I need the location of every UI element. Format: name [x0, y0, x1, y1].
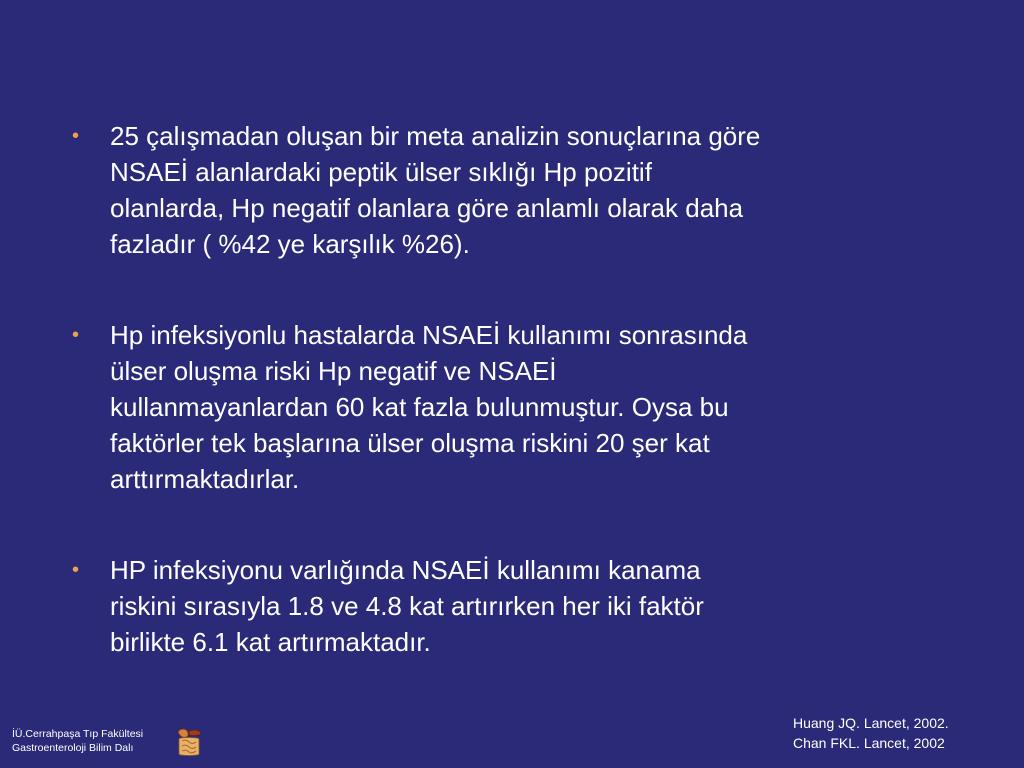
bullet-marker: • [72, 559, 80, 581]
digestive-system-icon [174, 726, 204, 758]
bullet-item [72, 317, 972, 497]
bullet-text: HP infeksiyonu varlığında NSAEİ kullanımı kanama riskini sırasıyla 1.8 ve 4.8 kat artırırken her iki faktör birlikte 6.1 kat artırmaktadır. [110, 555, 704, 657]
footer-line-1: İÜ.Cerrahpaşa Tıp Fakültesi [12, 728, 144, 740]
bullet-item [72, 552, 972, 660]
footer-line-2: Gastroenteroloji Bilim Dalı [12, 742, 134, 754]
reference-item: Huang JQ. Lancet, 2002. [793, 715, 949, 731]
references [793, 713, 949, 753]
bullet-text: Hp infeksiyonlu hastalarda NSAEİ kullanımı sonrasında ülser oluşma riski Hp negatif ve NSAEİ kullanmayanlardan 60 kat fazla bulunmuştur. Oysa bu faktörler tek başlarına ülser oluşma riskini 20 şer kat arttırmaktadırlar. [110, 320, 748, 494]
reference-item: Chan FKL. Lancet, 2002 [793, 735, 945, 751]
bullet-marker: • [72, 324, 80, 346]
bullet-text: 25 çalışmadan oluşan bir meta analizin sonuçlarına göre NSAEİ alanlardaki peptik ülser sıklığı Hp pozitif olanlarda, Hp negatif olanlara göre anlamlı olarak daha fazladır ( %42 ye karşılık %26). [110, 121, 761, 259]
footer-institution [12, 727, 143, 755]
bullet-item [72, 118, 972, 262]
bullet-list [72, 118, 972, 660]
bullet-marker: • [72, 125, 80, 147]
